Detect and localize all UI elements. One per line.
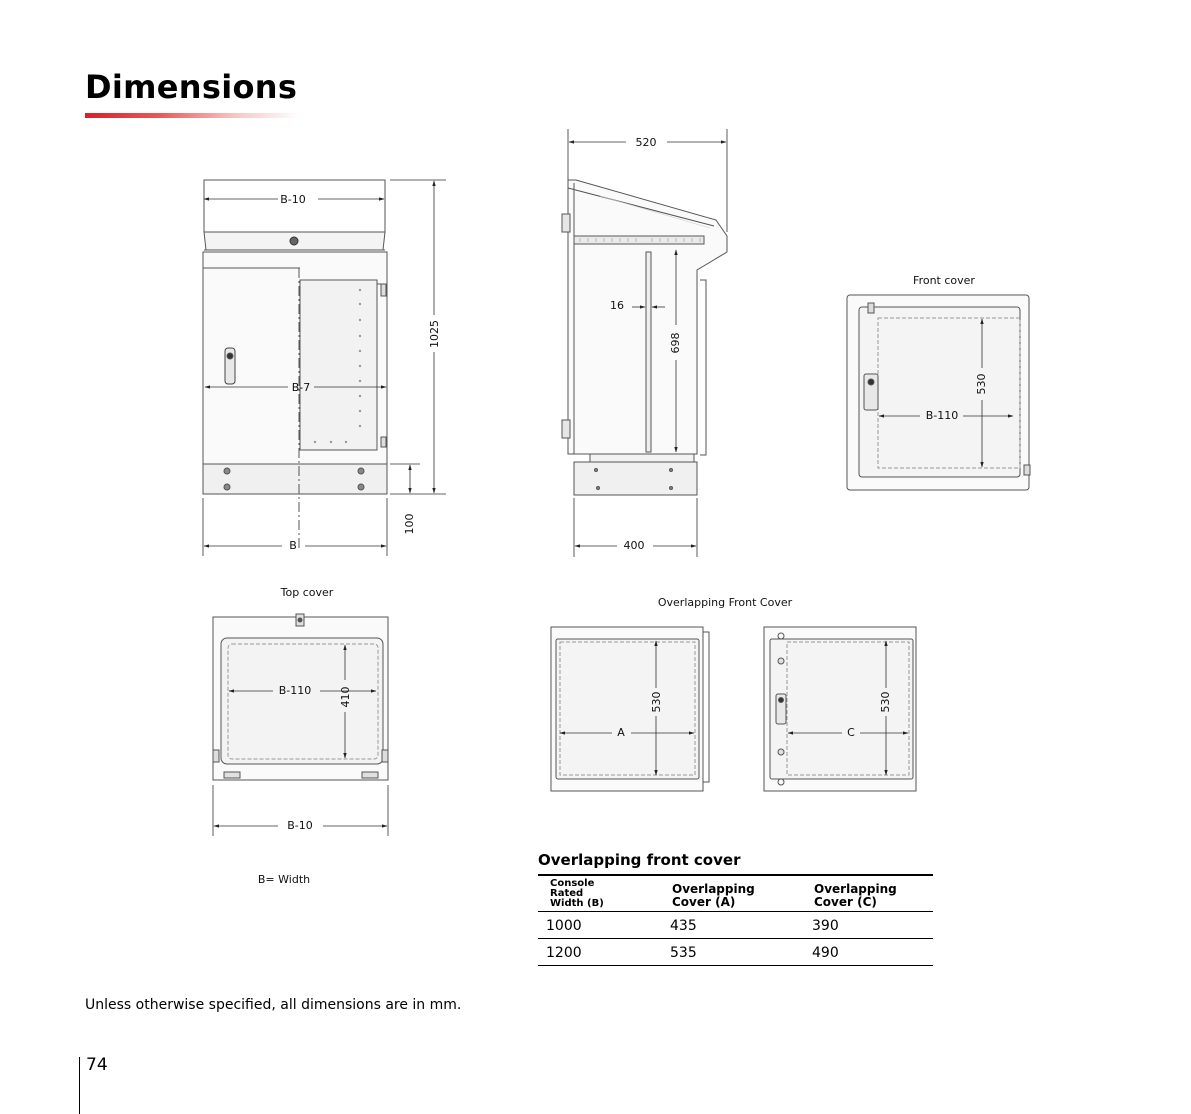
overlap-right-width-label: C xyxy=(847,726,855,739)
table-row xyxy=(538,912,933,939)
table-cell: 435 xyxy=(662,912,804,939)
front-cover-caption: Front cover xyxy=(913,274,975,287)
side-dim-depth-top-label: 520 xyxy=(635,136,657,149)
overlapping-cover-left-drawing xyxy=(551,627,709,791)
header-line: Cover (C) xyxy=(814,895,877,909)
table-header-row xyxy=(538,875,933,912)
overlap-right-height-label: 530 xyxy=(879,691,892,713)
page-number: 74 xyxy=(86,1055,108,1075)
header-line: Overlapping xyxy=(814,882,897,896)
front-dim-height-label: 1025 xyxy=(428,320,441,348)
table-cell: 1000 xyxy=(538,912,662,939)
table-cell: 490 xyxy=(804,939,933,966)
overlap-left-height-label: 530 xyxy=(650,691,663,713)
table-cell: 535 xyxy=(662,939,804,966)
table-title: Overlapping front cover xyxy=(538,851,741,869)
header-line: Console xyxy=(550,878,595,889)
front-view-drawing xyxy=(203,180,387,550)
front-dim-width-label: B xyxy=(289,539,297,552)
overlapping-front-cover-caption: Overlapping Front Cover xyxy=(657,596,793,609)
side-view-drawing xyxy=(562,180,727,495)
top-cover-drawing xyxy=(213,614,388,780)
width-legend: B= Width xyxy=(257,873,311,886)
header-line: Rated xyxy=(550,888,584,899)
front-cover-width-label: B-110 xyxy=(925,409,959,422)
top-cover-outer-width-label: B-10 xyxy=(287,819,313,832)
header-line: Overlapping xyxy=(672,882,755,896)
footnote: Unless otherwise specified, all dimensions are in mm. xyxy=(85,997,462,1013)
overlapping-cover-table xyxy=(538,874,933,966)
table-header-cover-a xyxy=(662,875,804,912)
side-dim-depth-base-label: 400 xyxy=(623,539,645,552)
side-dim-offset-label: 16 xyxy=(610,299,624,312)
front-cover-height-label: 530 xyxy=(975,373,988,395)
header-line: Cover (A) xyxy=(672,895,736,909)
table-cell: 1200 xyxy=(538,939,662,966)
overlapping-cover-right-drawing xyxy=(764,627,916,791)
front-dim-mid-label: B-7 xyxy=(291,381,311,394)
page-number-rule xyxy=(79,1057,80,1114)
side-dim-inner-height-label: 698 xyxy=(669,332,682,354)
table-row xyxy=(538,939,933,966)
table-cell: 390 xyxy=(804,912,933,939)
top-cover-caption: Top cover xyxy=(280,586,334,599)
front-dim-base-label: 100 xyxy=(403,513,416,535)
table-header-console-width xyxy=(538,875,662,912)
front-cover-drawing xyxy=(847,295,1030,490)
header-line: Width (B) xyxy=(550,898,604,909)
front-dim-top-label: B-10 xyxy=(280,193,306,206)
overlap-left-width-label: A xyxy=(617,726,625,739)
page-title: Dimensions xyxy=(85,68,298,106)
top-cover-inner-width-label: B-110 xyxy=(278,684,312,697)
top-cover-height-label: 410 xyxy=(339,686,352,708)
table-header-cover-c xyxy=(804,875,933,912)
